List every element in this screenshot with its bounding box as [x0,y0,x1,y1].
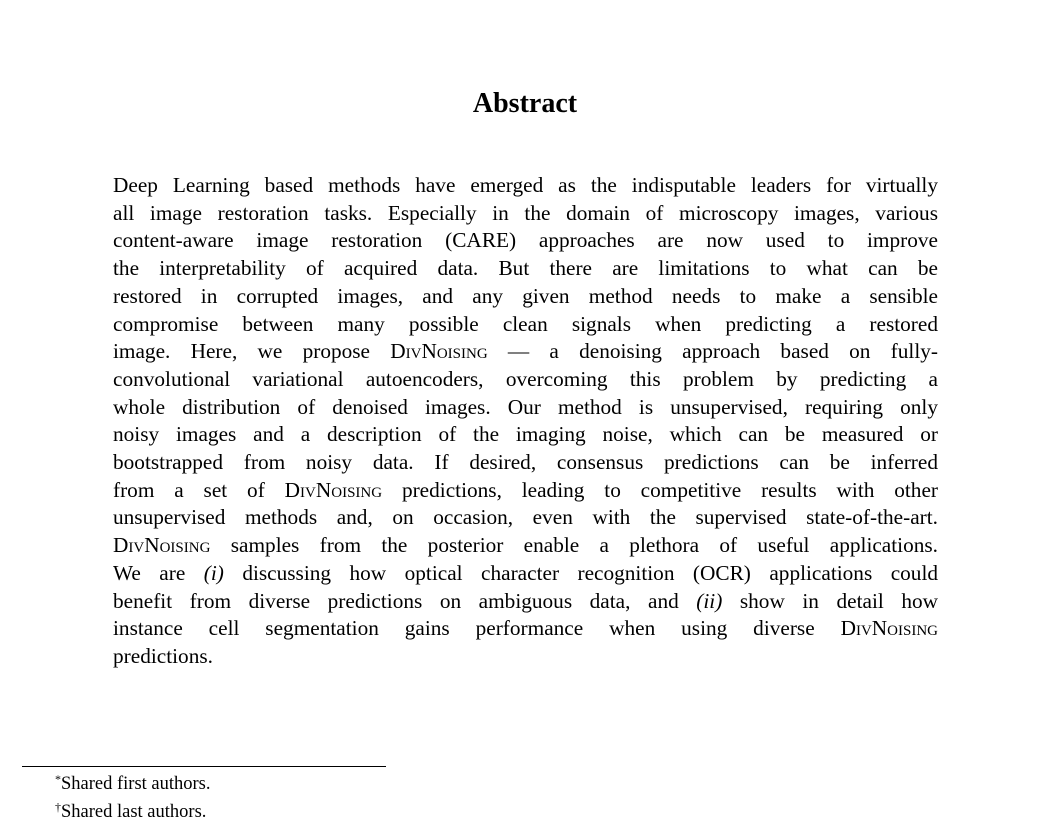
abstract-line [113,588,938,616]
abstract-line [113,477,938,505]
footnote [55,801,206,823]
abstract-line [113,560,938,588]
abstract-text: discussing how optical character recognition (OCR) applications could [242,560,939,585]
method-name: DivNoising [390,339,488,364]
abstract-line: the interpretability of acquired data. But there are limitations to what can be [113,256,938,281]
method-name: DivNoising [284,477,383,502]
abstract-line: whole distribution of denoised images. Our method is unsupervised, requiring only [113,394,938,419]
abstract-line: restored in corrupted images, and any given method needs to make a sensible [113,283,938,308]
abstract-text: instance cell segmentation gains performance when using diverse [113,616,815,641]
abstract-text: from a set of [113,477,265,502]
footnote-mark: * [55,772,61,786]
abstract-line: content-aware image restoration (CARE) approaches are now used to improve [113,228,938,253]
abstract-line: noisy images and a description of the imaging noise, which can be measured or [113,422,938,447]
footnote [55,773,211,795]
abstract-text: — a denoising approach based on fully- [507,339,938,364]
abstract-line: predictions. [113,643,213,668]
abstract-text: benefit from diverse predictions on ambiguous data, and [113,588,679,613]
footnote-mark: † [55,800,61,814]
abstract-line [113,532,938,560]
footnote-text: Shared first authors. [61,774,211,794]
abstract-line: compromise between many possible clean signals when predicting a restored [113,311,938,336]
enum-marker: (i) [203,560,224,585]
enum-marker: (ii) [696,588,723,613]
abstract-text: samples from the posterior enable a plethora of useful applications. [230,533,939,558]
abstract-line: convolutional variational autoencoders, overcoming this problem by predicting a [113,366,938,391]
abstract-line: Deep Learning based methods have emerged as the indisputable leaders for virtually [113,173,938,197]
method-name: DivNoising [840,616,939,641]
abstract-line: all image restoration tasks. Especially in the domain of microscopy images, various [113,200,938,225]
abstract-line: bootstrapped from noisy data. If desired, consensus predictions can be inferred [113,450,938,475]
abstract-text: predictions, leading to competitive results with other [401,477,938,502]
abstract-text: We are [113,560,186,585]
footnote-text: Shared last authors. [61,802,207,822]
method-name: DivNoising [113,533,211,558]
abstract-line [113,338,938,366]
footnote-rule [22,766,386,767]
abstract-line [113,615,938,643]
abstract-text: image. Here, we propose [113,339,371,364]
abstract-text: show in detail how [739,588,939,613]
abstract-line: unsupervised methods and, on occasion, even with the supervised state-of-the-art. [113,505,938,530]
abstract-paragraph [113,172,938,671]
abstract-heading: Abstract [472,88,578,119]
